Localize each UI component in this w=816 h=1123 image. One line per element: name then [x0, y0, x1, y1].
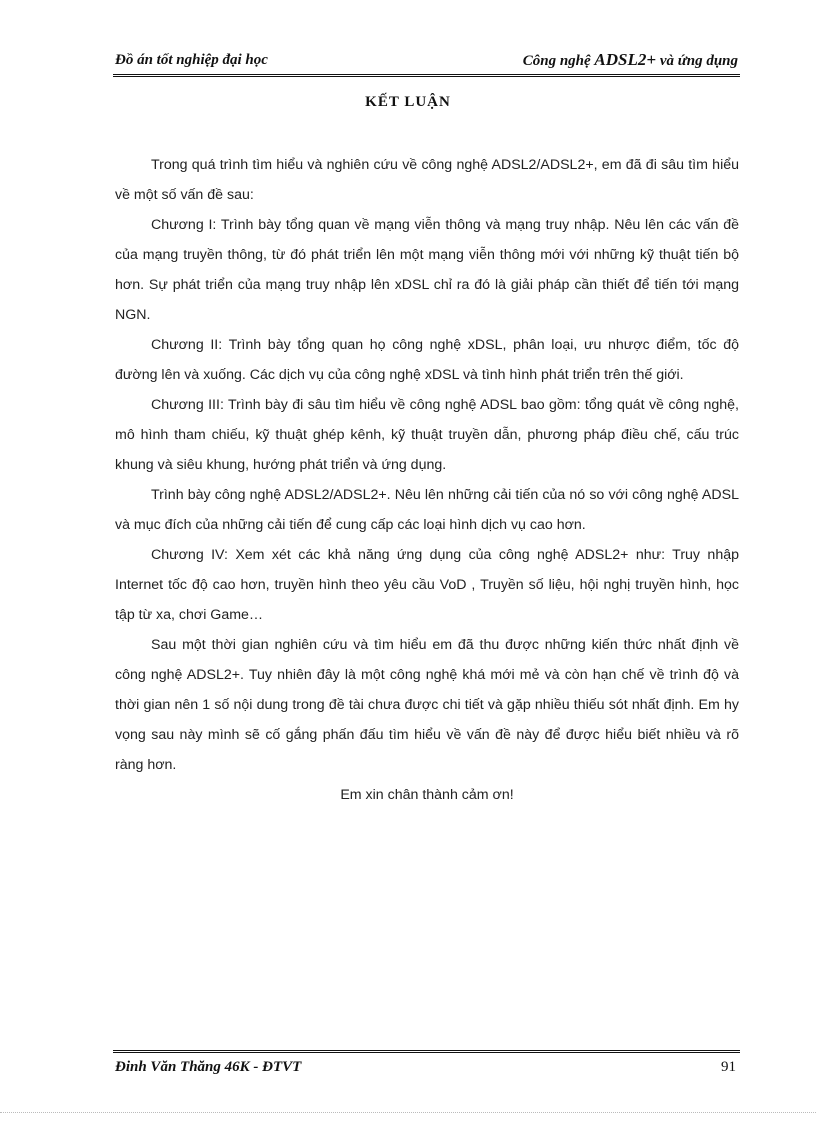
page-bottom-divider	[0, 1112, 816, 1113]
conclusion-body	[115, 150, 739, 810]
paragraph-intro: Trong quá trình tìm hiểu và nghiên cứu về công nghệ ADSL2/ADSL2+, em đã đi sâu tìm hiểu về một số vấn đề sau:	[115, 157, 739, 203]
header-document-subject	[523, 50, 738, 70]
paragraph-chapter-3: Chương III: Trình bày đi sâu tìm hiểu về công nghệ ADSL bao gồm: tổng quát về công nghệ, mô hình tham chiếu, kỹ thuật ghép kênh, kỹ thuật truyền dẫn, phương pháp điều chế, cấu trúc khung và siêu khung, hướng phát triển và ứng dụng.	[115, 397, 739, 473]
page-footer	[113, 1050, 740, 1083]
paragraph-chapter-1: Chương I: Trình bày tổng quan về mạng viễn thông và mạng truy nhập. Nêu lên các vấn đề của mạng truyền thông, từ đó phát triển lên một mạng viễn thông mới với những kỹ thuật tiến bộ hơn. Sự phát triển của mạng truy nhập lên xDSL chỉ ra đó là giải pháp cần thiết để tiến tới mạng NGN.	[115, 217, 739, 323]
paragraph-adsl2: Trình bày công nghệ ADSL2/ADSL2+. Nêu lên những cải tiến của nó so với công nghệ ADSL và mục đích của những cải tiến để cung cấp các loại hình dịch vụ cao hơn.	[115, 487, 739, 533]
header-document-type: Đồ án tốt nghiệp đại học	[115, 52, 268, 68]
closing-thanks: Em xin chân thành cảm ơn!	[340, 787, 514, 803]
header-subject-suffix: và ứng dụng	[656, 53, 738, 69]
footer-author: Đinh Văn Thăng 46K - ĐTVT	[115, 1059, 302, 1075]
paragraph-chapter-2: Chương II: Trình bày tổng quan họ công nghệ xDSL, phân loại, ưu nhược điểm, tốc độ đường lên và xuống. Các dịch vụ của công nghệ xDSL và tình hình phát triển trên thế giới.	[115, 337, 739, 383]
page-header	[113, 48, 740, 77]
header-subject-emphasis: ADSL2+	[594, 50, 657, 69]
header-subject-prefix: Công nghệ	[522, 53, 595, 69]
paragraph-summary: Sau một thời gian nghiên cứu và tìm hiểu em đã thu được những kiến thức nhất định về công nghệ ADSL2+. Tuy nhiên đây là một công nghệ khá mới mẻ và còn hạn chế về trình độ và thời gian nên 1 số nội dung trong đề tài chưa được chi tiết và gặp nhiều thiếu sót nhất định. Em hy vọng sau này mình sẽ cố gắng phấn đấu tìm hiểu về vấn đề này để được hiểu biết nhiều và rõ ràng hơn.	[115, 637, 739, 773]
page-title: KẾT LUẬN	[365, 94, 451, 110]
paragraph-chapter-4: Chương IV: Xem xét các khả năng ứng dụng của công nghệ ADSL2+ như: Truy nhập Internet tốc độ cao hơn, truyền hình theo yêu cầu VoD , Truyền số liệu, hội nghị truyền hình, học tập từ xa, chơi Game…	[115, 547, 739, 623]
page-number: 91	[721, 1059, 736, 1075]
